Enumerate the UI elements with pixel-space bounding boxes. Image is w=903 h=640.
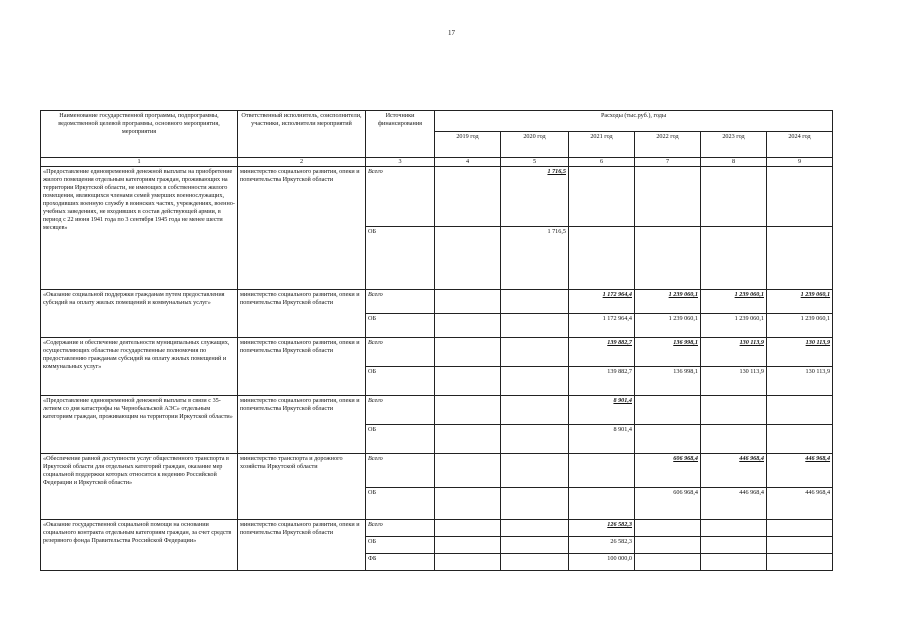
page-number: 17: [448, 29, 455, 37]
value-cell: [701, 167, 767, 227]
source-cell: Всего: [366, 396, 435, 425]
value-cell: 1 239 060,1: [701, 290, 767, 314]
value-cell: [435, 367, 501, 396]
value-cell: [435, 338, 501, 367]
source-cell: ОБ: [366, 425, 435, 454]
value-cell: 606 968,4: [635, 488, 701, 520]
value-cell: 1 239 060,1: [701, 314, 767, 338]
activity-name: «Предоставление единовременной денежной выплаты в связи с 35-летием со дня катастрофы на Чернобыльской АЭС» отдельным категориям граждан, проживающим на территории Иркутской области»: [41, 396, 238, 454]
value-cell: 100 000,0: [569, 554, 635, 571]
value-cell: [635, 167, 701, 227]
header-source: Источники финансирования: [366, 111, 435, 158]
value-cell: [435, 167, 501, 227]
table-row: [41, 454, 833, 488]
value-cell: 1 239 060,1: [635, 314, 701, 338]
value-cell: [435, 425, 501, 454]
value-cell: [435, 290, 501, 314]
value-cell: 446 968,4: [767, 488, 833, 520]
value-cell: [701, 520, 767, 537]
executor: министерство социального развития, опеки и попечительства Иркутской области: [238, 338, 366, 396]
value-cell: 8 901,4: [569, 396, 635, 425]
value-cell: 130 113,9: [701, 338, 767, 367]
table-row: [41, 338, 833, 367]
source-cell: ОБ: [366, 367, 435, 396]
value-cell: [635, 537, 701, 554]
value-cell: [701, 554, 767, 571]
source-cell: Всего: [366, 167, 435, 227]
value-cell: [767, 167, 833, 227]
activity-name: «Оказание социальной поддержки гражданам путем предоставления субсидий на оплату жилых помещений и коммунальных услуг»: [41, 290, 238, 338]
column-number: 7: [635, 158, 701, 167]
value-cell: [767, 537, 833, 554]
executor: министерство транспорта и дорожного хозяйства Иркутской области: [238, 454, 366, 520]
source-cell: Всего: [366, 454, 435, 488]
value-cell: [635, 520, 701, 537]
column-number: 6: [569, 158, 635, 167]
value-cell: 1 716,5: [501, 227, 569, 290]
value-cell: [635, 425, 701, 454]
value-cell: 136 998,1: [635, 338, 701, 367]
activity-name: «Обеспечение равной доступности услуг общественного транспорта в Иркутской области для отдельных категорий граждан, оказание мер социальной поддержки которых относится к ведению Российской Федерации и Иркутской области»: [41, 454, 238, 520]
activity-name: «Оказание государственной социальной помощи на основании социального контракта отдельным категориям граждан, за счет средств резервного фонда Правительства Российской Федерации»: [41, 520, 238, 571]
value-cell: [435, 520, 501, 537]
value-cell: [501, 520, 569, 537]
header-expenses: Расходы (тыс.руб.), годы: [435, 111, 833, 132]
value-cell: 446 968,4: [767, 454, 833, 488]
value-cell: 1 716,5: [501, 167, 569, 227]
header-year: 2022 год: [635, 132, 701, 158]
activity-name: «Предоставление единовременной денежной выплаты на приобретение жилого помещения отдельным категориям граждан, проживающих на территории Иркутской области, не имеющих в собственности жилого помещения, являющихся членами семей умерших военнослужащих, проходивших военную службу в воинских частях, учреждениях, военно-учебных заведениях, не входивших в состав действующей армии, в период с 22 июня 1941 года по 3 сентября 1945 года не менее шести месяцев»: [41, 167, 238, 290]
value-cell: [501, 554, 569, 571]
column-number-row: [41, 158, 833, 167]
value-cell: 1 239 060,1: [767, 290, 833, 314]
executor: министерство социального развития, опеки и попечительства Иркутской области: [238, 167, 366, 290]
source-cell: Всего: [366, 520, 435, 537]
executor: министерство социального развития, опеки и попечительства Иркутской области: [238, 520, 366, 571]
value-cell: [569, 488, 635, 520]
value-cell: [701, 537, 767, 554]
value-cell: 130 113,9: [701, 367, 767, 396]
table-row: [41, 167, 833, 227]
executor: министерство социального развития, опеки и попечительства Иркутской области: [238, 290, 366, 338]
table-row: [41, 520, 833, 537]
value-cell: 1 172 964,4: [569, 314, 635, 338]
value-cell: 139 882,7: [569, 338, 635, 367]
value-cell: [435, 537, 501, 554]
header-row-1: [41, 111, 833, 132]
value-cell: [635, 396, 701, 425]
column-number: 3: [366, 158, 435, 167]
value-cell: 130 113,9: [767, 338, 833, 367]
value-cell: [767, 554, 833, 571]
value-cell: 1 239 060,1: [767, 314, 833, 338]
header-executor: Ответственный исполнитель, соисполнители, участники, исполнители мероприятий: [238, 111, 366, 158]
value-cell: [701, 227, 767, 290]
column-number: 4: [435, 158, 501, 167]
value-cell: 139 882,7: [569, 367, 635, 396]
value-cell: 130 113,9: [767, 367, 833, 396]
value-cell: [569, 227, 635, 290]
value-cell: [501, 454, 569, 488]
value-cell: [767, 520, 833, 537]
value-cell: [767, 227, 833, 290]
value-cell: [501, 290, 569, 314]
column-number: 8: [701, 158, 767, 167]
header-year: 2024 год: [767, 132, 833, 158]
value-cell: 126 582,3: [569, 520, 635, 537]
header-name: Наименование государственной программы, подпрограммы, ведомственной целевой программы, основного мероприятия, мероприятия: [41, 111, 238, 158]
header-year: 2023 год: [701, 132, 767, 158]
column-number: 1: [41, 158, 238, 167]
activity-name: «Содержание и обеспечение деятельности муниципальных служащих, осуществляющих областные государственные полномочия по предоставлению гражданам субсидий на оплату жилых помещений и коммунальных услуг»: [41, 338, 238, 396]
source-cell: ОБ: [366, 314, 435, 338]
value-cell: [635, 554, 701, 571]
value-cell: [501, 537, 569, 554]
value-cell: [701, 425, 767, 454]
value-cell: [435, 314, 501, 338]
value-cell: 8 901,4: [569, 425, 635, 454]
value-cell: [501, 367, 569, 396]
value-cell: [635, 227, 701, 290]
table-row: [41, 396, 833, 425]
value-cell: [501, 396, 569, 425]
value-cell: [569, 454, 635, 488]
column-number: 2: [238, 158, 366, 167]
value-cell: [501, 488, 569, 520]
budget-table: [40, 110, 833, 571]
source-cell: ФБ: [366, 554, 435, 571]
header-year: 2020 год: [501, 132, 569, 158]
source-cell: ОБ: [366, 227, 435, 290]
source-cell: ОБ: [366, 537, 435, 554]
column-number: 5: [501, 158, 569, 167]
value-cell: 26 582,3: [569, 537, 635, 554]
value-cell: [767, 425, 833, 454]
header-year: 2021 год: [569, 132, 635, 158]
value-cell: [435, 396, 501, 425]
column-number: 9: [767, 158, 833, 167]
value-cell: [435, 227, 501, 290]
value-cell: [501, 338, 569, 367]
value-cell: [435, 488, 501, 520]
value-cell: [501, 425, 569, 454]
value-cell: 446 968,4: [701, 488, 767, 520]
value-cell: [767, 396, 833, 425]
source-cell: Всего: [366, 338, 435, 367]
source-cell: Всего: [366, 290, 435, 314]
value-cell: [435, 454, 501, 488]
value-cell: 606 968,4: [635, 454, 701, 488]
header-year: 2019 год: [435, 132, 501, 158]
value-cell: 1 239 060,1: [635, 290, 701, 314]
table-row: [41, 290, 833, 314]
source-cell: ОБ: [366, 488, 435, 520]
value-cell: 136 998,1: [635, 367, 701, 396]
value-cell: [435, 554, 501, 571]
value-cell: 1 172 964,4: [569, 290, 635, 314]
value-cell: [501, 314, 569, 338]
value-cell: [569, 167, 635, 227]
value-cell: [701, 396, 767, 425]
value-cell: 446 968,4: [701, 454, 767, 488]
executor: министерство социального развития, опеки и попечительства Иркутской области: [238, 396, 366, 454]
